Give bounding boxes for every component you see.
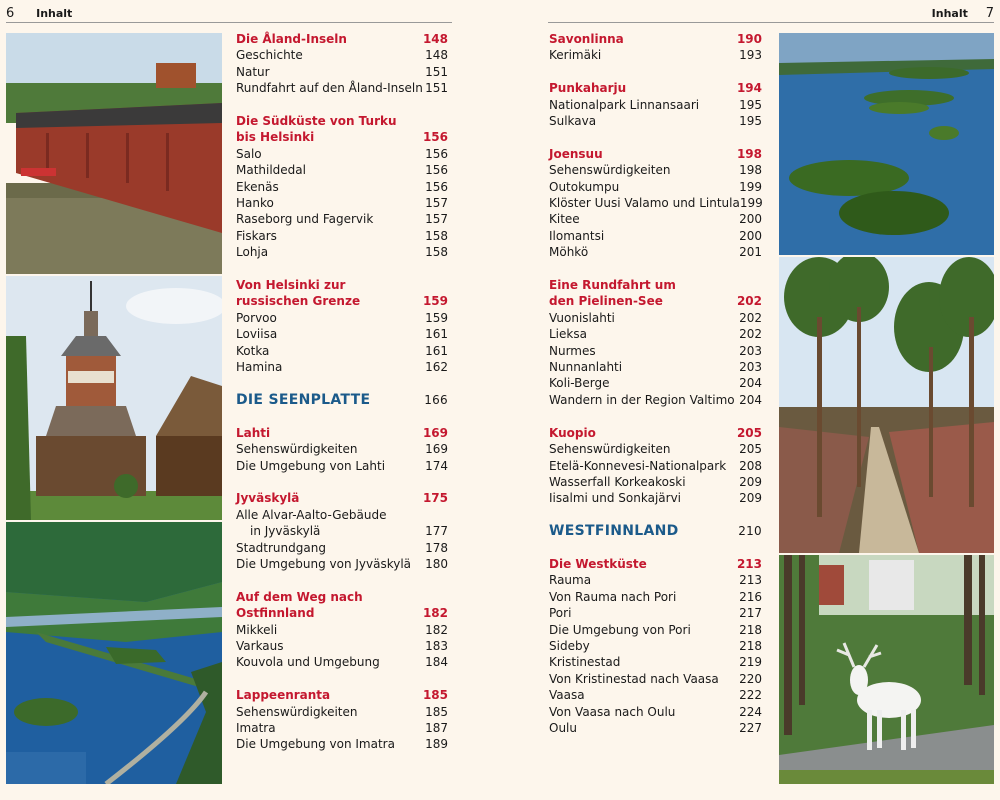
toc-page-number: 183: [425, 638, 448, 653]
toc-page-number: 209: [739, 474, 762, 489]
toc-chapter-heading: [236, 425, 448, 441]
toc-entry: [549, 195, 762, 211]
toc-entry-title: DIE SEENPLATTE: [236, 391, 371, 408]
toc-entry: [549, 113, 762, 129]
toc-entry-title: Stadtrundgang: [236, 540, 326, 555]
toc-entry-title: Vuonislahti: [549, 310, 615, 325]
toc-entry: [549, 310, 762, 326]
toc-page-number: 198: [736, 146, 762, 161]
toc-entry-title: Savonlinna: [549, 32, 624, 46]
toc-entry-title: Porvoo: [236, 310, 277, 325]
toc-entry-title: Wandern in der Region Valtimo: [549, 392, 735, 407]
toc-entry-title: Kotka: [236, 343, 270, 358]
toc-entry-title: Koli-Berge: [549, 376, 610, 391]
toc-chapter-heading: [236, 589, 448, 605]
toc-entry-title: Kuopio: [549, 425, 596, 440]
toc-entry: [236, 80, 448, 96]
toc-page-number: 185: [425, 704, 448, 719]
toc-page-number: [408, 277, 448, 293]
toc-entry: [549, 441, 762, 457]
toc-spacer: [549, 507, 762, 523]
toc-left-column: [236, 31, 448, 753]
toc-page-number: 151: [425, 81, 448, 96]
toc-page-number: 157: [425, 196, 448, 211]
toc-entry: [236, 704, 448, 720]
toc-page-number: 218: [739, 622, 762, 637]
toc-page-number: 217: [739, 606, 762, 621]
toc-entry: [236, 556, 448, 572]
toc-chapter-heading: [549, 425, 762, 441]
toc-page-number: 195: [739, 97, 762, 112]
toc-entry-title: Rundfahrt auf den Åland-Inseln: [236, 81, 423, 96]
toc-entry: [549, 654, 762, 670]
toc-page-number: 182: [422, 606, 448, 621]
toc-spacer: [549, 129, 762, 145]
toc-page-number: 151: [425, 64, 448, 79]
right-header-rule: [548, 22, 994, 23]
toc-entry-title: Mikkeli: [236, 622, 278, 637]
photo-lake-islands: [779, 33, 994, 255]
toc-entry: [236, 47, 448, 63]
toc-entry: [549, 47, 762, 63]
toc-entry-title: Alle Alvar-Aalto-Gebäude: [236, 507, 387, 522]
toc-page-number: 199: [739, 196, 763, 211]
toc-chapter-heading: [236, 687, 448, 703]
toc-entry-title: Rauma: [549, 573, 592, 588]
toc-entry: [549, 589, 762, 605]
toc-chapter-heading: [549, 80, 762, 96]
toc-entry: [236, 523, 448, 539]
toc-chapter-heading: [236, 129, 448, 145]
toc-page-number: 222: [739, 688, 762, 703]
toc-page-number: 185: [422, 688, 448, 703]
toc-entry-title: Sulkava: [549, 114, 597, 129]
toc-page-number: 158: [425, 245, 448, 260]
toc-page-number: 209: [739, 491, 762, 506]
photo-forest-path: [779, 257, 994, 553]
toc-page-number: 203: [739, 343, 762, 358]
toc-entry-title: Natur: [236, 64, 270, 79]
toc-entry: [549, 211, 762, 227]
toc-entry: [236, 441, 448, 457]
toc-entry-title: Hanko: [236, 196, 274, 211]
toc-page-number: 202: [739, 327, 762, 342]
toc-entry: [549, 244, 762, 260]
toc-entry-title: WESTFINNLAND: [549, 523, 679, 540]
toc-page-number: 201: [739, 245, 762, 260]
toc-page-number: 204: [739, 392, 762, 407]
toc-page-number: 156: [422, 130, 448, 145]
toc-entry-title: Nurmes: [549, 343, 596, 358]
toc-entry: [236, 211, 448, 227]
toc-entry-title: den Pielinen-See: [549, 294, 663, 309]
toc-entry-title: Von Kristinestad nach Vaasa: [549, 671, 719, 686]
toc-entry-title: Von Vaasa nach Oulu: [549, 704, 676, 719]
toc-page-number: 218: [739, 638, 762, 653]
toc-spacer: [236, 376, 448, 392]
toc-page-number: 210: [738, 524, 762, 539]
toc-entry-title: Die Umgebung von Jyväskylä: [236, 556, 412, 571]
toc-chapter-heading: [549, 31, 762, 47]
toc-page-number: 166: [424, 392, 448, 407]
toc-entry: [549, 343, 762, 359]
toc-page-number: 198: [739, 163, 762, 178]
toc-entry-title: Sehenswürdigkeiten: [236, 442, 358, 457]
toc-entry: [236, 310, 448, 326]
toc-page-number: 200: [739, 228, 762, 243]
toc-page-number: 204: [739, 376, 762, 391]
toc-entry-title: Ostfinnland: [236, 606, 315, 621]
toc-entry-title: Joensuu: [549, 146, 603, 161]
toc-entry-title: Vaasa: [549, 688, 585, 703]
toc-chapter-heading: [549, 146, 762, 162]
photo-red-boathouses: [6, 33, 222, 274]
toc-entry: [549, 572, 762, 588]
toc-page-number: 182: [425, 622, 448, 637]
toc-entry: [236, 343, 448, 359]
toc-entry: [236, 654, 448, 670]
toc-entry: [549, 179, 762, 195]
toc-entry-title: Wasserfall Korkeakoski: [549, 474, 686, 489]
toc-entry-title: Die Umgebung von Imatra: [236, 737, 395, 752]
right-page-number: 7: [985, 6, 994, 21]
toc-entry-title: Lohja: [236, 245, 269, 260]
toc-spacer: [549, 540, 762, 556]
toc-entry: [549, 326, 762, 342]
toc-page-number: 216: [739, 589, 762, 604]
toc-entry-title: Auf dem Weg nach: [236, 589, 363, 604]
toc-page-number: [408, 507, 448, 523]
toc-entry-title: Pori: [549, 606, 572, 621]
toc-page-number: 189: [425, 737, 448, 752]
toc-entry-title: Lieksa: [549, 327, 587, 342]
toc-entry: [549, 162, 762, 178]
toc-page-number: 202: [736, 294, 762, 309]
toc-entry: [236, 458, 448, 474]
toc-entry: [549, 687, 762, 703]
toc-page-number: 169: [425, 442, 448, 457]
toc-spacer: [549, 64, 762, 80]
toc-entry-title: Oulu: [549, 720, 577, 735]
toc-chapter-heading: [549, 293, 762, 309]
toc-entry: [236, 720, 448, 736]
toc-spacer: [549, 261, 762, 277]
toc-page-number: [722, 277, 762, 293]
toc-entry-title: Outokumpu: [549, 179, 620, 194]
toc-page-number: 162: [425, 360, 448, 375]
toc-entry-title: Nationalpark Linnansaari: [549, 97, 700, 112]
toc-entry: [236, 326, 448, 342]
toc-spacer: [236, 408, 448, 424]
toc-spacer: [236, 572, 448, 588]
toc-entry: [549, 375, 762, 391]
toc-entry-title: Die Åland-Inseln: [236, 32, 347, 46]
toc-entry-title: russischen Grenze: [236, 294, 361, 309]
toc-chapter-heading: [236, 293, 448, 309]
toc-entry-title: Salo: [236, 146, 262, 161]
toc-page-number: 161: [425, 327, 448, 342]
toc-entry-title: Raseborg und Fagervik: [236, 212, 374, 227]
photo-lake-aerial: [6, 522, 222, 784]
toc-entry-title: in Jyväskylä: [250, 524, 321, 539]
toc-entry: [236, 244, 448, 260]
toc-page-number: 193: [739, 48, 762, 63]
toc-entry: [549, 704, 762, 720]
toc-entry-title: Iisalmi und Sonkajärvi: [549, 491, 682, 506]
left-header-label: Inhalt: [36, 7, 73, 20]
toc-entry: [236, 195, 448, 211]
toc-entry: [236, 359, 448, 375]
toc-page-number: 203: [739, 360, 762, 375]
toc-entry-title: Hamina: [236, 360, 283, 375]
toc-spacer: [236, 97, 448, 113]
toc-page-number: [408, 113, 448, 129]
toc-page-number: 213: [739, 573, 762, 588]
toc-entry-title: bis Helsinki: [236, 130, 315, 145]
toc-entry: [549, 458, 762, 474]
toc-page-number: 190: [736, 32, 762, 46]
toc-entry: [549, 392, 762, 408]
toc-page-number: 178: [425, 540, 448, 555]
toc-entry-title: Etelä-Konnevesi-Nationalpark: [549, 458, 727, 473]
toc-page-number: 213: [736, 556, 762, 571]
left-page-number: 6: [6, 6, 15, 21]
left-header-rule: [6, 22, 452, 23]
toc-spacer: [236, 474, 448, 490]
toc-entry: [236, 540, 448, 556]
toc-entry-title: Jyväskylä: [236, 491, 300, 506]
toc-entry-title: Kouvola und Umgebung: [236, 655, 380, 670]
toc-chapter-heading: [236, 113, 448, 129]
toc-entry-title: Die Umgebung von Pori: [549, 622, 691, 637]
toc-entry-title: Sehenswürdigkeiten: [549, 163, 671, 178]
toc-entry-title: Loviisa: [236, 327, 278, 342]
toc-page-number: 169: [422, 425, 448, 440]
toc-page-number: 174: [425, 458, 448, 473]
toc-entry: [549, 720, 762, 736]
toc-chapter-heading: [236, 490, 448, 506]
toc-spacer: [236, 671, 448, 687]
toc-entry-title: Möhkö: [549, 245, 589, 260]
toc-entry-title: Lahti: [236, 425, 271, 440]
toc-entry: [549, 622, 762, 638]
toc-page-number: [408, 589, 448, 605]
toc-entry: [236, 146, 448, 162]
toc-page-number: 187: [425, 720, 448, 735]
toc-section-heading: [549, 523, 762, 539]
toc-entry-title: Varkaus: [236, 638, 284, 653]
toc-page-number: 194: [736, 81, 762, 96]
toc-page-number: 195: [739, 114, 762, 129]
toc-entry: [549, 474, 762, 490]
toc-entry-title: Eine Rundfahrt um: [549, 278, 676, 293]
toc-entry: [236, 228, 448, 244]
toc-entry-title: Fiskars: [236, 228, 277, 243]
toc-page-number: 157: [425, 212, 448, 227]
toc-page-number: 200: [739, 212, 762, 227]
toc-page-number: 159: [425, 310, 448, 325]
toc-entry: [236, 736, 448, 752]
toc-page-number: 224: [739, 704, 762, 719]
right-header-label: Inhalt: [931, 7, 968, 20]
toc-entry: [549, 638, 762, 654]
toc-page-number: 177: [425, 524, 448, 539]
toc-page-number: 205: [739, 442, 762, 457]
toc-page-number: 219: [739, 655, 762, 670]
toc-section-heading: [236, 392, 448, 408]
toc-page-number: 208: [739, 458, 762, 473]
toc-chapter-heading: [549, 556, 762, 572]
toc-entry: [236, 622, 448, 638]
toc-entry-title: Von Rauma nach Pori: [549, 589, 677, 604]
toc-entry: [236, 162, 448, 178]
toc-entry: [549, 671, 762, 687]
toc-entry: [549, 605, 762, 621]
toc-entry-title: Mathildedal: [236, 163, 306, 178]
toc-entry-title: Kristinestad: [549, 655, 621, 670]
toc-entry-title: Sehenswürdigkeiten: [549, 442, 671, 457]
photo-wooden-church: [6, 276, 222, 520]
toc-page-number: 184: [425, 655, 448, 670]
toc-entry-title: Sideby: [549, 638, 590, 653]
toc-entry-title: Kitee: [549, 212, 580, 227]
toc-entry-title: Ilomantsi: [549, 228, 605, 243]
toc-page-number: 156: [425, 163, 448, 178]
toc-page-number: 175: [422, 491, 448, 506]
toc-chapter-heading: [236, 31, 448, 47]
toc-page-number: 156: [425, 179, 448, 194]
toc-chapter-heading: [236, 605, 448, 621]
toc-entry: [549, 359, 762, 375]
toc-page-number: 159: [422, 294, 448, 309]
toc-entry-title: Die Südküste von Turku: [236, 114, 397, 129]
toc-page-number: 199: [739, 179, 762, 194]
toc-page-number: 161: [425, 343, 448, 358]
toc-page-number: 156: [425, 146, 448, 161]
toc-entry-title: Von Helsinki zur: [236, 278, 346, 293]
toc-entry-title: Sehenswürdigkeiten: [236, 704, 358, 719]
toc-entry-title: Imatra: [236, 720, 276, 735]
toc-chapter-heading: [549, 277, 762, 293]
photo-white-reindeer: [779, 555, 994, 784]
toc-page-number: 220: [739, 671, 762, 686]
toc-entry: [236, 64, 448, 80]
toc-entry: [549, 490, 762, 506]
toc-page-number: 227: [739, 720, 762, 735]
toc-entry: [549, 228, 762, 244]
toc-entry: [236, 179, 448, 195]
toc-spacer: [236, 261, 448, 277]
toc-entry-title: Die Westküste: [549, 556, 647, 571]
toc-page-number: 158: [425, 228, 448, 243]
toc-chapter-heading: [236, 277, 448, 293]
toc-entry-title: Kerimäki: [549, 48, 602, 63]
toc-entry: [549, 97, 762, 113]
toc-page-number: 202: [739, 310, 762, 325]
toc-entry: [236, 507, 448, 523]
toc-entry-title: Klöster Uusi Valamo und Lintula: [549, 196, 740, 211]
toc-spacer: [549, 408, 762, 424]
toc-entry-title: Nunnanlahti: [549, 360, 623, 375]
toc-entry-title: Punkaharju: [549, 81, 627, 96]
toc-entry-title: Ekenäs: [236, 179, 279, 194]
toc-page-number: 205: [736, 425, 762, 440]
toc-entry-title: Die Umgebung von Lahti: [236, 458, 386, 473]
toc-entry: [236, 638, 448, 654]
toc-page-number: 180: [425, 556, 448, 571]
toc-page-number: 148: [425, 48, 448, 63]
toc-right-column: [549, 31, 762, 736]
toc-entry-title: Lappeenranta: [236, 688, 331, 703]
toc-page-number: 148: [422, 32, 448, 46]
toc-entry-title: Geschichte: [236, 48, 303, 63]
